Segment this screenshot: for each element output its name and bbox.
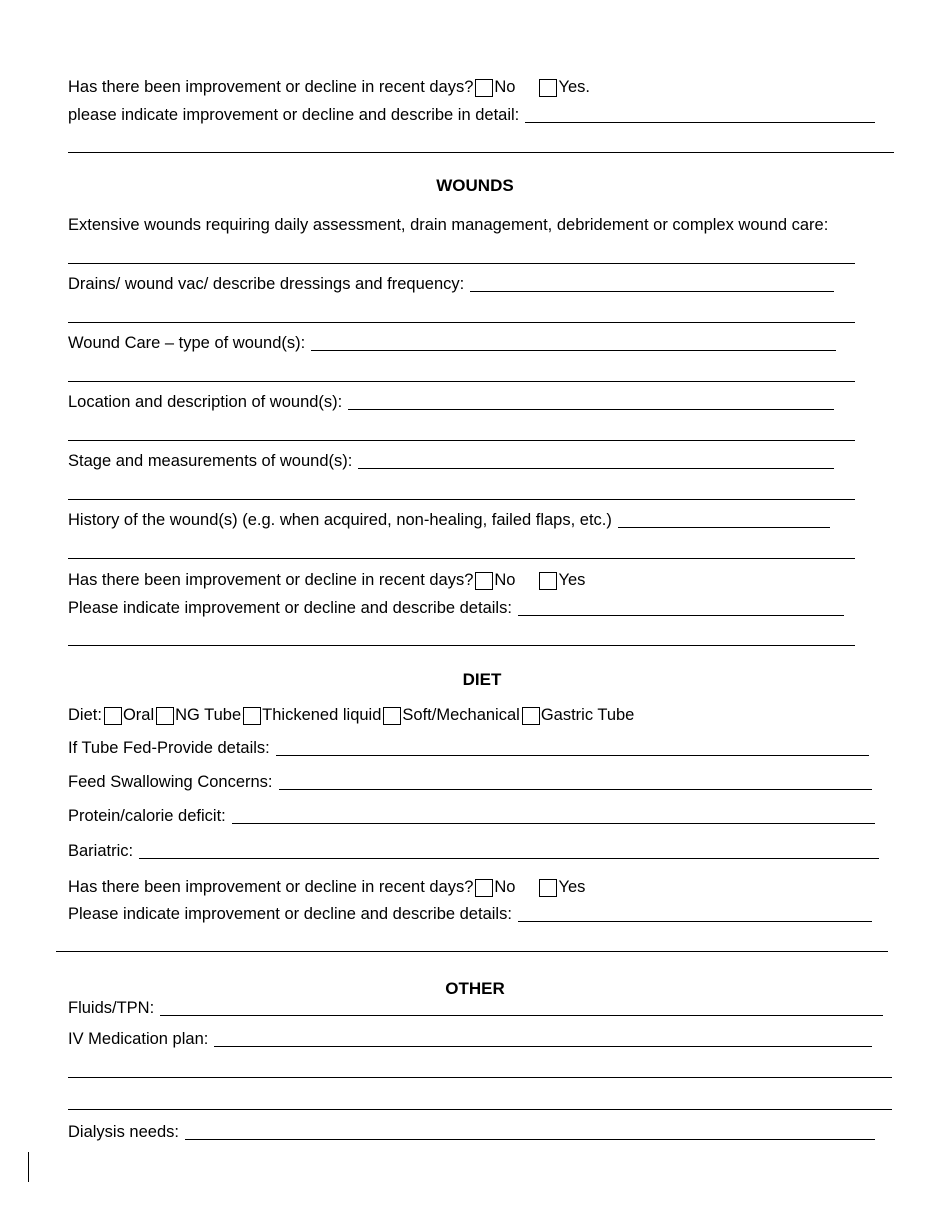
gastric-tube-label: Gastric Tube [540, 705, 635, 724]
yes-label: Yes. [558, 77, 590, 96]
yes-label: Yes [558, 877, 586, 896]
iv-plan-label: IV Medication plan: [68, 1030, 209, 1048]
swallowing-row [68, 774, 872, 791]
detail-field[interactable] [525, 121, 875, 123]
gastric-tube-checkbox[interactable] [522, 707, 540, 725]
no-checkbox[interactable] [475, 572, 493, 590]
wound-type-label: Wound Care – type of wound(s): [68, 334, 306, 352]
detail-label: Please indicate improvement or decline and describe details: [68, 599, 512, 617]
extensive-field-line[interactable] [68, 263, 855, 264]
wound-type-row [68, 335, 836, 352]
no-checkbox[interactable] [475, 879, 493, 897]
stage-field[interactable] [358, 467, 834, 469]
no-checkbox[interactable] [475, 79, 493, 97]
protein-field[interactable] [232, 822, 875, 824]
detail-label: Please indicate improvement or decline and describe details: [68, 905, 512, 923]
wounds-improvement-row [68, 570, 585, 588]
location-field[interactable] [348, 408, 834, 410]
ng-tube-checkbox[interactable] [156, 707, 174, 725]
no-label: No [494, 877, 516, 896]
diet-improvement-row [68, 877, 585, 895]
detail-field-line[interactable] [68, 152, 894, 153]
stage-row [68, 453, 834, 470]
extensive-wounds-row [68, 217, 828, 234]
top-improvement-row [68, 77, 590, 95]
detail-field[interactable] [518, 614, 844, 616]
oral-label: Oral [122, 705, 155, 724]
protein-label: Protein/calorie deficit: [68, 807, 226, 825]
question-text: Has there been improvement or decline in recent days? [68, 570, 474, 589]
extensive-label: Extensive wounds requiring daily assessment, drain management, debridement or complex wound care: [68, 216, 829, 234]
history-field[interactable] [618, 526, 830, 528]
detail-label: please indicate improvement or decline and describe in detail: [68, 106, 520, 124]
yes-checkbox[interactable] [539, 79, 557, 97]
history-label: History of the wound(s) (e.g. when acquired, non-healing, failed flaps, etc.) [68, 511, 612, 529]
oral-checkbox[interactable] [104, 707, 122, 725]
dialysis-field[interactable] [185, 1138, 875, 1140]
no-label: No [494, 570, 516, 589]
diet-detail-row [68, 906, 872, 923]
fluids-field[interactable] [160, 1014, 883, 1016]
thickened-liquid-label: Thickened liquid [262, 705, 382, 724]
iv-plan-field-line-1[interactable] [68, 1077, 892, 1078]
wounds-heading: WOUNDS [436, 176, 514, 195]
stage-field-line[interactable] [68, 499, 855, 500]
location-field-line[interactable] [68, 440, 855, 441]
top-detail-row [68, 107, 875, 124]
dialysis-label: Dialysis needs: [68, 1123, 179, 1141]
text-cursor [28, 1152, 29, 1182]
iv-plan-field-line-2[interactable] [68, 1109, 892, 1110]
protein-row [68, 808, 875, 825]
location-row [68, 394, 834, 411]
wounds-detail-row [68, 600, 844, 617]
ng-tube-label: NG Tube [175, 705, 242, 724]
location-label: Location and description of wound(s): [68, 393, 343, 411]
bariatric-field[interactable] [139, 857, 879, 859]
wound-type-field-line[interactable] [68, 381, 855, 382]
other-heading: OTHER [445, 979, 505, 998]
soft-mechanical-label: Soft/Mechanical [402, 705, 520, 724]
wounds-detail-field-line[interactable] [68, 645, 855, 646]
fluids-row [68, 1000, 883, 1017]
yes-checkbox[interactable] [539, 879, 557, 897]
tube-fed-label: If Tube Fed-Provide details: [68, 739, 270, 757]
swallowing-field[interactable] [279, 788, 872, 790]
bariatric-row [68, 843, 879, 860]
no-label: No [494, 77, 516, 96]
swallowing-label: Feed Swallowing Concerns: [68, 773, 273, 791]
thickened-liquid-checkbox[interactable] [243, 707, 261, 725]
diet-options-row [68, 705, 634, 723]
diet-heading: DIET [462, 670, 502, 689]
drains-field[interactable] [470, 290, 834, 292]
yes-checkbox[interactable] [539, 572, 557, 590]
history-field-line[interactable] [68, 558, 855, 559]
yes-label: Yes [558, 570, 586, 589]
question-text: Has there been improvement or decline in recent days? [68, 877, 474, 896]
drains-field-line[interactable] [68, 322, 855, 323]
detail-field[interactable] [518, 920, 872, 922]
iv-plan-field[interactable] [214, 1045, 872, 1047]
drains-row [68, 276, 834, 293]
stage-label: Stage and measurements of wound(s): [68, 452, 353, 470]
drains-label: Drains/ wound vac/ describe dressings and frequency: [68, 275, 465, 293]
question-text: Has there been improvement or decline in recent days? [68, 77, 474, 96]
wound-type-field[interactable] [311, 349, 836, 351]
fluids-label: Fluids/TPN: [68, 999, 155, 1017]
tube-fed-row [68, 740, 869, 757]
iv-plan-row [68, 1031, 872, 1048]
history-row [68, 512, 830, 529]
diet-label: Diet: [68, 705, 102, 724]
tube-fed-field[interactable] [276, 754, 869, 756]
dialysis-row [68, 1124, 875, 1141]
bariatric-label: Bariatric: [68, 842, 134, 860]
soft-mechanical-checkbox[interactable] [383, 707, 401, 725]
diet-detail-field-line[interactable] [56, 951, 888, 952]
